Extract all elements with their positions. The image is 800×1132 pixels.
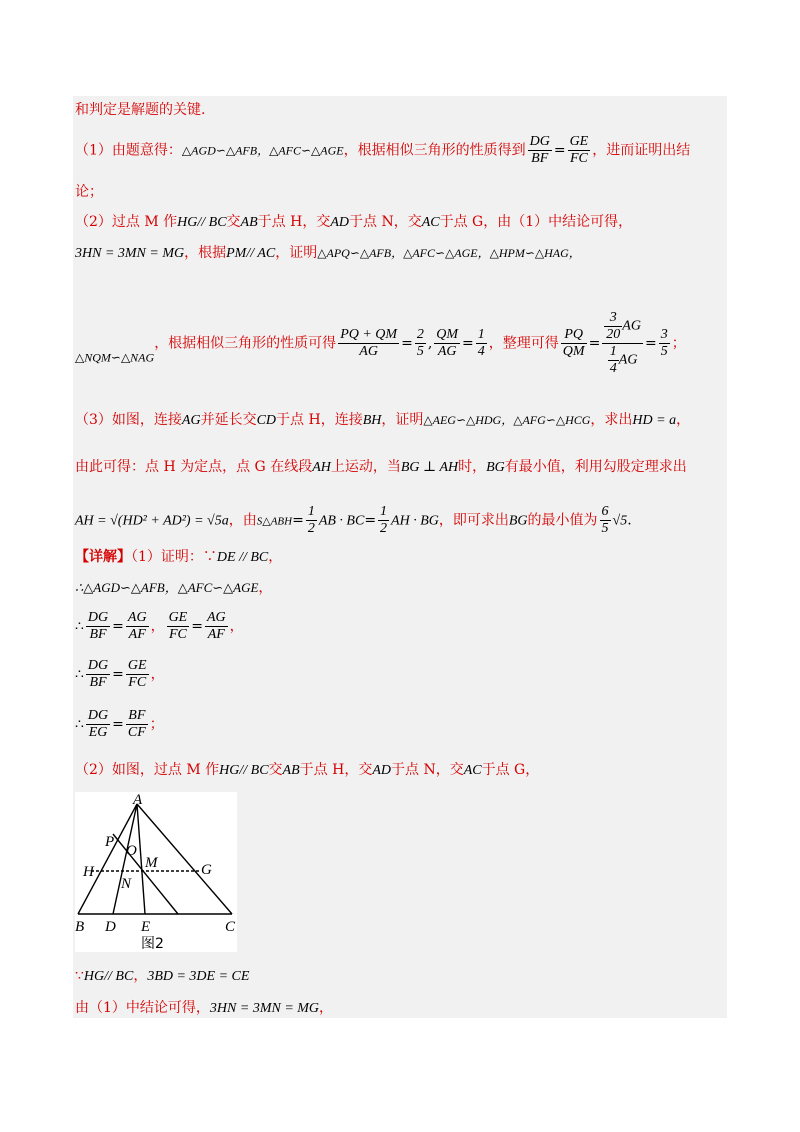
fraction-pq-qm: $\frac{PQ}{QM}$ [562,327,585,359]
geometry-figure-2 [75,792,237,952]
text-line-15: （2）如图，过点 M 作HG// BC交AB于点 H，交AD于点 N，交AC于点 G， [75,762,540,778]
text-line-11: ∴△AGD∽△AFB，△AFC∽△AGE， [75,580,273,596]
text-line-3: 论； [75,184,103,200]
text-line-12: ∴ $\frac{DG}{BF}$ = $\frac{AG}{AF}$ ， $\frac{GE}{FC}$ = $\frac{AG}{AF}$ ， [75,610,244,642]
label-c: C [225,919,236,935]
text-line-9: AH = √(HD² + AD²) = √5a，由S△ABH= $\frac{1}{2}$ AB · BC= $\frac{1}{2}$ AH · BG，即可求出BG的最小值为 $\frac{6}{5}$ √5. [75,504,632,536]
label-h: H [83,864,94,880]
compound-fraction: $\frac{3}{20}$ AG $\frac{1}{4}$ AG [602,310,643,377]
fraction-pq-qm-ag: $\frac{PQ + QM}{AG}$ [340,327,398,359]
segment-pf [113,834,178,914]
text-line-1: 和判定是解题的关键. [75,102,206,118]
text-line-6: △NQM∽△NAG，根据相似三角形的性质可得 $\frac{PQ + QM}{AG}$ = $\frac{2}{5}$ , $\frac{QM}{AG}$ = $\frac{1}{4}$ ，整理可得 $\frac{PQ}{QM}$ = $\frac{3}{20}$ AG $\frac{1}{4}$ AG = $\frac{3}{5}$ ； [75,310,686,376]
label-p: P [105,834,115,850]
fraction-ge-fc: $\frac{GE}{FC}$ [569,134,589,166]
figure-caption: 图2 [141,936,164,952]
text-line-14: ∴ $\frac{DG}{EG}$ = $\frac{BF}{CF}$ ； [75,708,164,740]
text-line-17: 由（1）中结论可得，3HN = 3MN = MG， [75,1000,334,1016]
text-line-16: ∵HG// BC，3BD = 3DE = CE [75,968,250,984]
label-n: N [121,876,132,892]
text-line-7: （3）如图，连接AG并延长交CD于点 H，连接BH，证明△AEG∽△HDG，△AFG∽△HCG，求出HD = a， [75,412,691,428]
label-m: M [145,855,158,871]
label-g: G [201,862,212,878]
text-line-5: 3HN = 3MN = MG，根据PM// AC，证明△APQ∽△AFB，△AFC∽△AGE，△HPM∽△HAG， [75,245,581,261]
fraction-qm-ag: $\frac{QM}{AG}$ [436,327,459,359]
label-o: O [126,843,137,859]
label-e: E [141,919,151,935]
text-line-2: （1）由题意得：△AGD∽△AFB，△AFC∽△AGE，根据相似三角形的性质得到 $\frac{DG}{BF}$ = $\frac{GE}{FC}$ ，进而证明出结 [75,134,691,166]
text-line-13: ∴ $\frac{DG}{BF}$ = $\frac{GE}{FC}$ ， [75,658,165,690]
text-line-10: 【详解】（1）证明：∵DE // BC， [75,549,283,565]
label-d: D [105,919,116,935]
label-b: B [75,919,85,935]
text-line-8: 由此可得：点 H 为定点，点 G 在线段AH上运动，当BG ⊥ AH时，BG有最小值，利用勾股定理求出 [75,459,687,475]
text-line-4: （2）过点 M 作HG// BC交AB于点 H，交AD于点 N，交AC于点 G，由（1）中结论可得， [75,214,633,230]
fraction-dg-bf: $\frac{DG}{BF}$ [529,134,550,166]
segment-ae [137,804,145,914]
segment-ab [78,804,137,914]
label-a: A [133,792,143,808]
